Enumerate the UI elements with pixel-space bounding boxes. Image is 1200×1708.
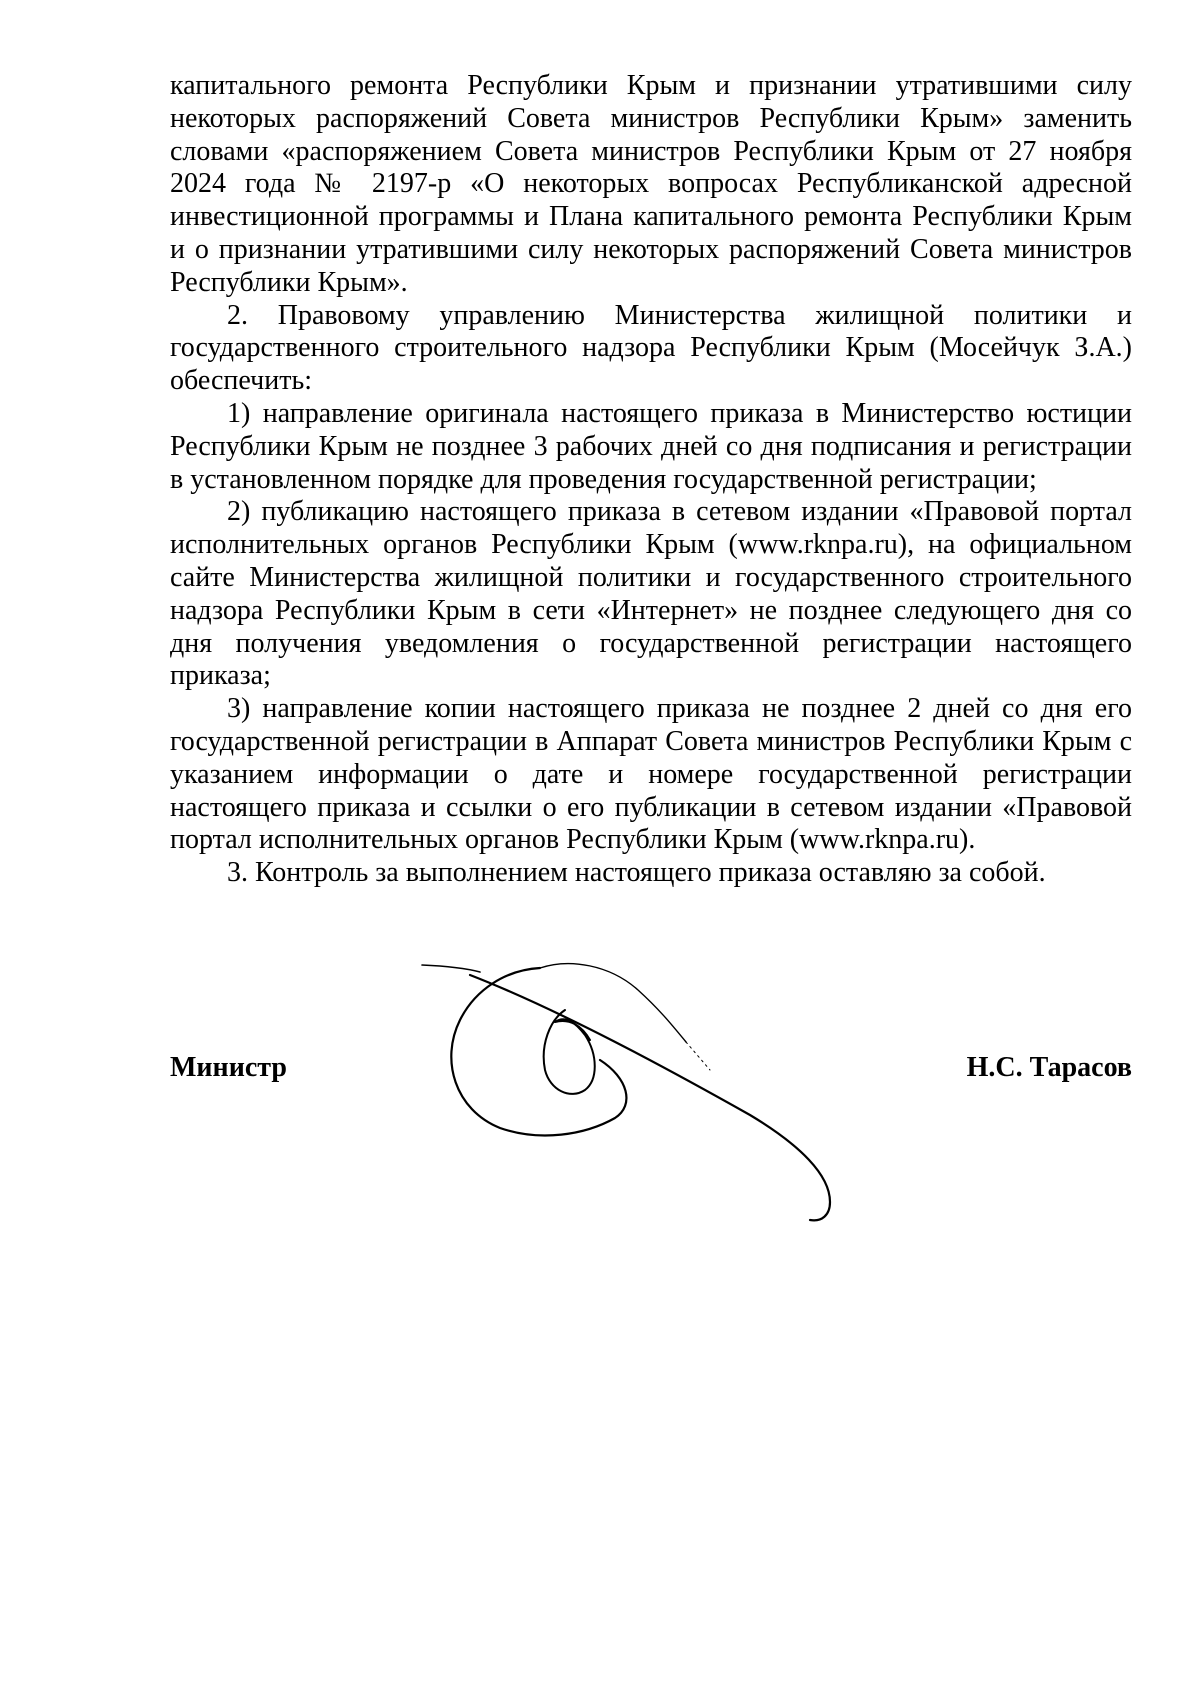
document-body <box>170 70 1132 890</box>
paragraph-subitem-2: 2) публикацию настоящего приказа в сетевом издании «Правовой портал исполнительных органов Республики Крым (www.rknpa.ru), на официальном сайте Министерства жилищной политики и государственного строительного надзора Республики Крым в сети «Интернет» не позднее следующего дня со дня получения уведомления о государственной регистрации настоящего приказа; <box>170 496 1132 692</box>
signature-block <box>170 1052 1132 1092</box>
signatory-name: Н.С. Тарасов <box>966 1052 1132 1083</box>
signatory-title: Министр <box>170 1052 287 1083</box>
paragraph-continuation: капитального ремонта Республики Крым и признании утратившими силу некоторых распоряжений Совета министров Республики Крым» заменить словами «распоряжением Совета министров Республики Крым от 27 ноября 2024 года № 2197-р «О некоторых вопросах Республиканской адресной инвестиционной программы и Плана капитального ремонта Республики Крым и о признании утратившими силу некоторых распоряжений Совета министров Республики Крым». <box>170 70 1132 298</box>
handwritten-signature <box>410 960 910 1290</box>
paragraph-subitem-1: 1) направление оригинала настоящего приказа в Министерство юстиции Республики Крым не позднее 3 рабочих дней со дня подписания и регистрации в установленном порядке для проведения государственной регистрации; <box>170 397 1132 495</box>
paragraph-subitem-3: 3) направление копии настоящего приказа не позднее 2 дней со дня его государственной регистрации в Аппарат Совета министров Республики Крым с указанием информации о дате и номере государственной регистрации настоящего приказа и ссылки о его публикации в сетевом издании «Правовой портал исполнительных органов Республики Крым (www.rknpa.ru). <box>170 693 1132 856</box>
paragraph-item-2: 2. Правовому управлению Министерства жилищной политики и государственного строительного надзора Республики Крым (Мосейчук З.А.) обеспечить: <box>170 299 1132 397</box>
paragraph-item-3: 3. Контроль за выполнением настоящего приказа оставляю за собой. <box>227 857 1046 889</box>
